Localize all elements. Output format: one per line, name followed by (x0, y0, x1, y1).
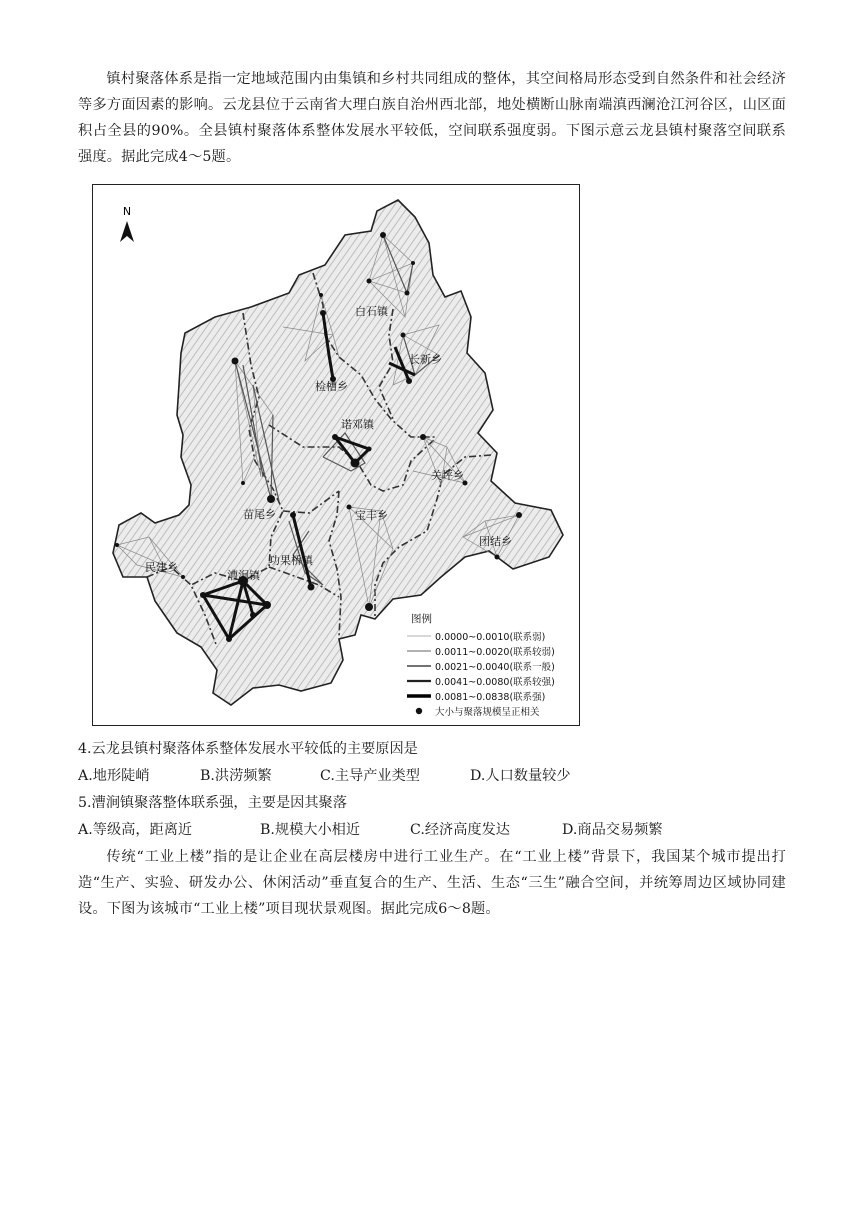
town-label: 团结乡 (479, 535, 512, 548)
town-label: 诺邓镇 (341, 418, 374, 431)
town-label: 宝丰乡 (355, 509, 388, 522)
option-b[interactable]: B.规模大小相近 (260, 822, 361, 838)
legend-entry: 0.0081~0.0838(联系强) (435, 692, 546, 703)
town-label: 长新乡 (409, 353, 442, 366)
option-c[interactable]: C.经济高度发达 (410, 822, 510, 838)
option-b[interactable]: B.洪涝频繁 (200, 768, 272, 784)
intro-paragraph: 镇村聚落体系是指一定地域范围内由集镇和乡村共同组成的整体，其空间格局形态受到自然条件和社会经济等多方面因素的影响。云龙县位于云南省大理白族自治州西北部，地处横断山脉南端滇西澜沧江河谷区，山区面积占全县的90%。全县镇村聚落体系整体发展水平较低，空间联系强度弱。下图示意云龙县镇村聚落空间联系强度。据此完成4～5题。 (78, 71, 786, 165)
north-arrow-icon (120, 205, 134, 242)
option-c[interactable]: C.主导产业类型 (320, 768, 420, 784)
legend-entry: 0.0021~0.0040(联系一般) (435, 662, 555, 673)
town-label: 检槽乡 (315, 380, 348, 393)
option-d[interactable]: D.人口数量较少 (470, 768, 571, 784)
svg-text:N: N (122, 205, 132, 218)
question-4-stem: 4.云龙县镇村聚落体系整体发展水平较低的主要原因是 (78, 741, 418, 757)
town-label: 漕涧镇 (227, 569, 260, 582)
legend-title: 图例 (411, 613, 432, 625)
legend-entry: 0.0011~0.0020(联系较弱) (435, 647, 555, 658)
map-legend (407, 612, 555, 718)
town-label: 关坪乡 (431, 469, 464, 482)
question-4-options (78, 765, 778, 787)
legend-entry: 0.0000~0.0010(联系弱) (435, 632, 546, 643)
legend-entry: 大小与聚落规模呈正相关 (435, 707, 540, 718)
question-5-options (78, 819, 778, 841)
option-a[interactable]: A.等级高，距离近 (78, 822, 193, 838)
option-d[interactable]: D.商品交易频繁 (562, 822, 663, 838)
option-a[interactable]: A.地形陡峭 (78, 768, 150, 784)
question-5-stem: 5.漕涧镇聚落整体联系强，主要是因其聚落 (78, 795, 347, 811)
county-boundary (113, 200, 563, 705)
legend-entry: 0.0041~0.0080(联系较强) (435, 677, 555, 688)
town-label: 苗尾乡 (243, 508, 276, 521)
county-map (93, 185, 579, 725)
town-label: 功果桥镇 (269, 554, 313, 567)
settlement-map-figure (92, 184, 580, 726)
town-label: 民建乡 (145, 561, 178, 574)
industry-upstairs-paragraph: 传统“工业上楼”指的是让企业在高层楼房中进行工业生产。在“工业上楼”背景下，我国某个城市提出打造“生产、实验、研发办公、休闲活动”垂直复合的生产、生活、生态“三生”融合空间，并统筹周边区域协同建设。下图为该城市“工业上楼”项目现状景观图。据此完成6～8题。 (78, 849, 786, 917)
town-label: 白石镇 (355, 305, 388, 318)
